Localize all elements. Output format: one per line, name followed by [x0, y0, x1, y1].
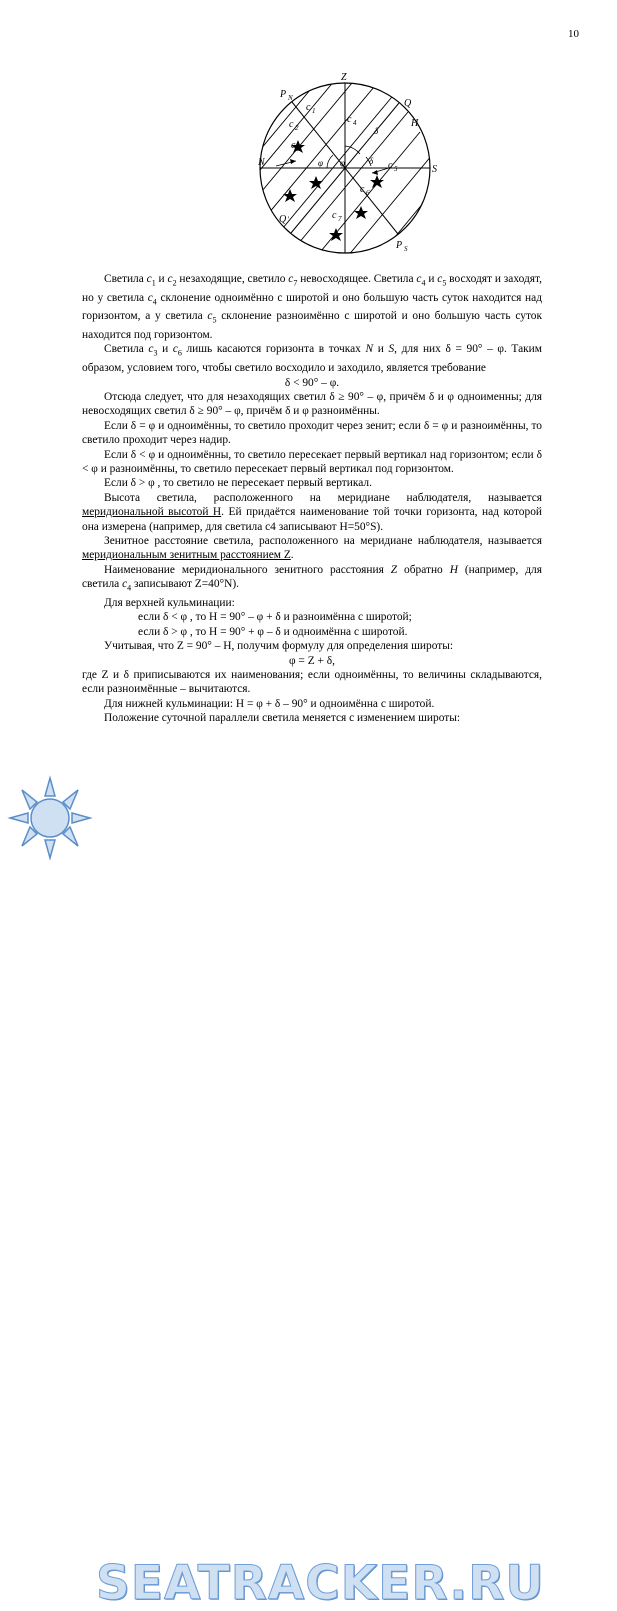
- paragraph-9-part-b: .: [290, 549, 294, 562]
- label-star-c6: c: [360, 184, 365, 195]
- label-north-point: N: [258, 157, 265, 168]
- paragraph-8-part-a: Высота светила, расположенного на меридиане наблюдателя, называется: [104, 491, 542, 504]
- label-pole-north-sub: N: [288, 94, 293, 102]
- label-pole-south-sub: S: [404, 245, 408, 253]
- label-equator-q-prime: Q: [279, 214, 287, 225]
- paragraph-2: Светила $c_3$ и $c_6$ лишь касаются горизонта в точках N и S, для них δ = 90° – φ. Таким образом, условием того, чтобы светило восходило и заходило, является требование: [82, 343, 542, 375]
- formula-2: φ = Z + δ,: [289, 654, 335, 667]
- paragraph-14: Учитывая, что Z = 90° – H, получим формулу для определения широты:: [104, 640, 454, 653]
- label-star-c2-sub: 2: [295, 124, 299, 132]
- paragraph-4: Отсюда следует, что для незаходящих светил δ ≥ 90° – φ, причём δ и φ одноименны; для невосходящих светил δ ≥ 90° – φ, причём δ и φ разноимённы.: [82, 390, 542, 418]
- label-h: H: [411, 118, 419, 129]
- label-star-c1: c: [306, 102, 311, 113]
- paragraph-5: Если δ = φ и одноимённы, то светило проходит через зенит; если δ = φ и разноимённы, то светило проходит через надир.: [82, 419, 542, 447]
- paragraph-8: [82, 491, 542, 534]
- paragraph-9-underlined: меридиональным зенитным расстоянием Z: [82, 549, 291, 562]
- label-pole-north: P: [280, 89, 287, 100]
- page-number: 10: [568, 28, 579, 40]
- label-star-c4: c: [347, 114, 352, 125]
- paragraph-9-part-a: Зенитное расстояние светила, расположенного на меридиане наблюдателя, называется: [104, 535, 542, 548]
- sun-logo-icon: [0, 770, 617, 870]
- label-zenith: Z: [341, 72, 347, 83]
- paragraph-18: Положение суточной параллели светила меняется с изменением широты:: [104, 712, 461, 725]
- label-star-c2: c: [289, 119, 294, 130]
- figure-labels: [257, 72, 437, 253]
- label-phi-2: φ: [340, 158, 345, 168]
- paragraph-13: если δ > φ , то H = 90° + φ – δ и одноимённа с широтой.: [138, 625, 408, 638]
- label-delta-1: δ: [369, 156, 374, 166]
- label-star-c3-sub: 3: [297, 145, 301, 153]
- watermark: [0, 770, 617, 1611]
- label-star-c7-sub: 7: [338, 215, 342, 223]
- paragraph-12: если δ < φ , то H = 90° – φ + δ и разноимённа с широтой;: [138, 611, 412, 624]
- label-star-c6-sub: 6: [366, 189, 370, 197]
- formula-1: δ < 90° – φ.: [284, 376, 340, 389]
- label-star-c3: c: [291, 140, 296, 151]
- paragraph-11: Для верхней кульминации:: [104, 596, 235, 609]
- paragraph-8-underlined: меридиональной высотой H: [82, 506, 222, 519]
- body-text: [82, 272, 542, 726]
- paragraph-1: Светила $c_1$ и $c_2$ незаходящие, светило $c_7$ невосходящее. Светила $c_4$ и $c_5$ восходят и заходят, но у светила $c_4$ склонение одноимённо с широтой и оно большую часть суток находится над горизонтом, а у светила $c_5$ склонение разноимённо с широтой и оно большую часть суток находится под горизонтом.: [82, 273, 542, 342]
- watermark-text: SEATRACKER.RU: [96, 1556, 545, 1611]
- paragraph-9: [82, 534, 542, 563]
- paragraph-7: Если δ > φ , то светило не пересекает первый вертикал.: [104, 477, 372, 490]
- label-star-c1-sub: 1: [312, 107, 316, 115]
- label-equator-q: Q: [404, 98, 412, 109]
- label-star-c4-sub: 4: [353, 119, 357, 127]
- label-star-c5-sub: 5: [394, 165, 398, 173]
- paragraph-17: Для нижней кульминации: H = φ + δ – 90° и одноимённа с широтой.: [104, 697, 435, 710]
- paragraph-10: Наименование меридионального зенитного расстояния Z обратно H (например, для светила $c_4$ записывают Z=40°N).: [82, 563, 542, 593]
- label-delta-2: δ: [374, 126, 379, 136]
- paragraph-16: где Z и δ приписываются их наименования; если одноимённы, то величины складываются, если разноимённые – вычитаются.: [82, 668, 542, 696]
- paragraph-6: Если δ < φ и одноимённы, то светило пересекает первый вертикал над горизонтом; если δ < φ и разноимённы, то светило пересекает первый вертикал под горизонтом.: [82, 448, 542, 475]
- label-pole-south: P: [396, 240, 403, 251]
- paragraph-8-part-b: . Ей придаётся наименование той точки горизонта, над которой она измерена (например, для светила c4 записывают H=50°S).: [82, 506, 542, 533]
- celestial-sphere-diagram: [0, 70, 617, 265]
- celestial-sphere-figure: [0, 70, 617, 260]
- label-star-c7: c: [332, 210, 337, 221]
- label-phi-1: φ: [318, 158, 323, 168]
- label-south-point: S: [432, 164, 437, 175]
- angle-arc-phi-1: [327, 155, 333, 168]
- label-equator-q-prime-mark: ′: [287, 215, 289, 224]
- label-star-c5: c: [388, 160, 393, 171]
